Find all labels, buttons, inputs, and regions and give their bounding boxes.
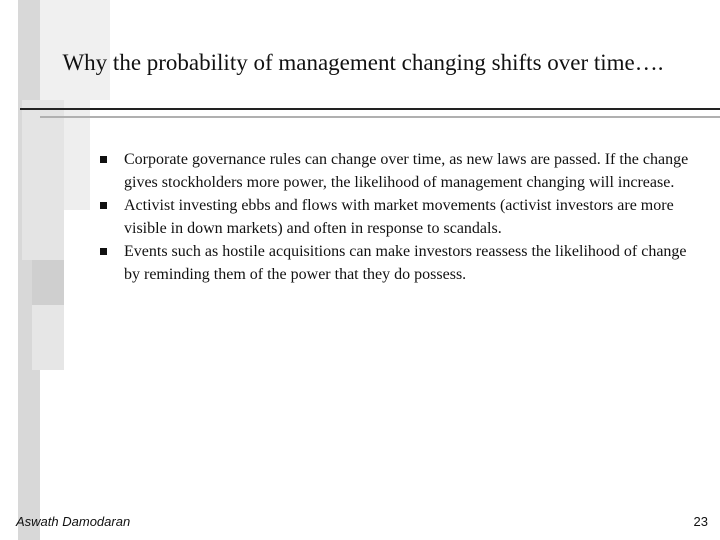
bullet-text: Activist investing ebbs and flows with market movements (activist investors are more visible in down markets) and often in response to scandals. bbox=[124, 197, 674, 237]
bullet-text: Events such as hostile acquisitions can make investors reassess the likelihood of change by reminding them of the power that they do possess. bbox=[124, 243, 687, 283]
decor-block-5 bbox=[32, 260, 64, 305]
bullet-text: Corporate governance rules can change over time, as new laws are passed. If the change gives stockholders more power, the likelihood of management changing will increase. bbox=[124, 151, 689, 191]
title-rule-thin bbox=[40, 116, 720, 118]
bullet-item bbox=[100, 194, 700, 240]
title-rule-thick bbox=[20, 108, 720, 110]
square-bullet-icon bbox=[100, 156, 107, 163]
decor-block-6 bbox=[32, 305, 64, 370]
square-bullet-icon bbox=[100, 248, 107, 255]
square-bullet-icon bbox=[100, 202, 107, 209]
decor-block-3 bbox=[22, 100, 64, 260]
bullet-item bbox=[100, 240, 700, 286]
slide-title: Why the probability of management changing shifts over time…. bbox=[62, 50, 664, 75]
page-number: 23 bbox=[693, 514, 708, 529]
bullet-item bbox=[100, 148, 700, 194]
footer-author: Aswath Damodaran bbox=[16, 514, 131, 529]
bullet-list bbox=[100, 148, 700, 286]
